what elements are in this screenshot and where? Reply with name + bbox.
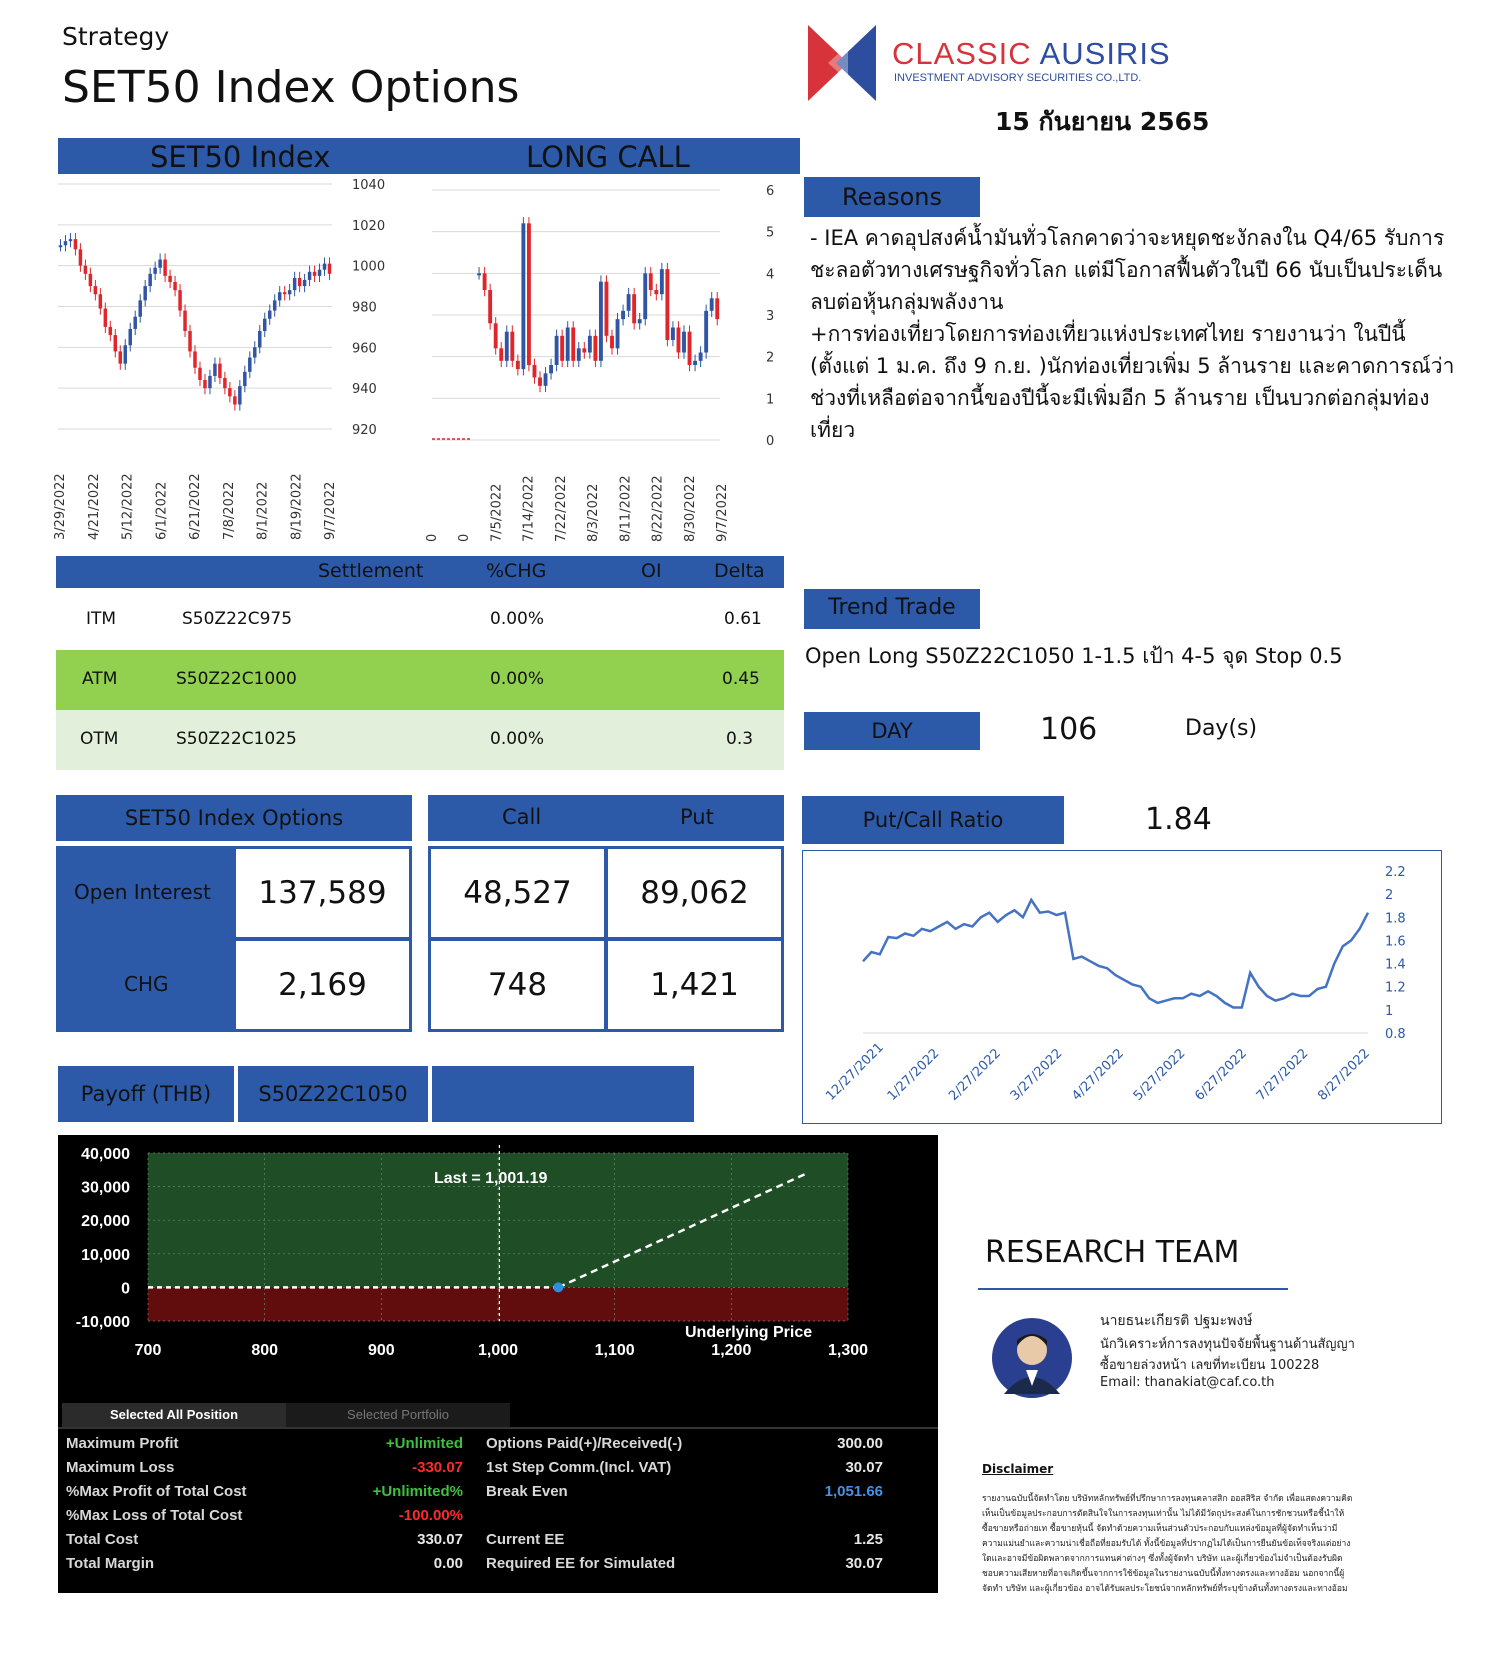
candle-body — [560, 336, 564, 361]
candle-body — [499, 348, 503, 361]
candle-body — [143, 286, 146, 300]
y-tick-label: 1 — [1385, 1003, 1394, 1019]
candle-body — [660, 269, 664, 294]
analyst-email: Email: thanakiat@caf.co.th — [1100, 1375, 1275, 1390]
chg-label: CHG — [124, 972, 169, 996]
candle-body — [253, 347, 256, 357]
analyst-role: นักวิเคราะห์การลงทุนปัจจัยพื้นฐานด้านสัญญา — [1100, 1337, 1355, 1352]
candle-body — [313, 272, 316, 276]
candle-body — [710, 298, 714, 311]
candle-body — [527, 223, 531, 365]
candle-body — [665, 269, 669, 340]
candle-body — [555, 336, 559, 365]
stat-value: 0.00 — [433, 1555, 463, 1572]
candle-body — [84, 266, 87, 274]
candle-body — [533, 365, 537, 378]
candle-body — [605, 282, 609, 336]
payoff-label: Payoff (THB) — [58, 1066, 234, 1122]
x-tick-label: 1,100 — [594, 1342, 635, 1359]
candle-body — [124, 345, 127, 363]
candle-body — [74, 239, 77, 249]
x-tick-label: 1,200 — [711, 1342, 752, 1359]
x-tick-label: 12/27/2021 — [823, 1040, 887, 1104]
trend-trade-label: Trend Trade — [804, 589, 980, 629]
stat-label: %Max Profit of Total Cost — [66, 1483, 247, 1500]
put-call-ratio-value: 1.84 — [1145, 802, 1212, 837]
candle-body — [173, 282, 176, 290]
tab-set50-index: SET50 Index — [150, 140, 331, 174]
long-call-chart — [420, 180, 800, 548]
stat-value: 330.07 — [417, 1531, 463, 1548]
candle-body — [610, 336, 614, 349]
y-tick-label: 960 — [352, 341, 377, 357]
page-title: SET50 Index Options — [62, 62, 520, 113]
candle-body — [64, 241, 67, 245]
report-date: 15 กันยายน 2565 — [995, 107, 1210, 136]
reason-tourism: +การท่องเที่ยวโดยการท่องเที่ยวแห่งประเทศไทย รายงานว่า ในปีนี้ (ตั้งแต่ 1 ม.ค. ถึง 9 ก.ย. )นักท่องเที่ยวเพิ่ม 5 ล้านราย และคาดการณ์ว่าช่วงที่เหลือต่อจากนี้ของปีนี้จะมีเพิ่มอีก 5 ล้านราย เป็นบวกต่อกลุ่มท่องเที่ยว — [810, 322, 1455, 442]
stat-value: +Unlimited — [385, 1435, 463, 1452]
candle-body — [715, 298, 719, 319]
payoff-series: S50Z22C1050 — [238, 1066, 428, 1122]
y-tick-label: 1020 — [352, 218, 386, 234]
candle-body — [483, 273, 487, 290]
x-tick-label: 8/22/2022 — [650, 475, 666, 542]
candle-body — [599, 282, 603, 361]
candle-body — [89, 274, 92, 286]
oi-total-box — [56, 846, 412, 1032]
x-tick-label: 7/8/2022 — [221, 481, 237, 540]
stat-value: -100.00% — [398, 1507, 463, 1524]
stat-label: Total Cost — [66, 1531, 139, 1548]
stat-label: %Max Loss of Total Cost — [66, 1507, 243, 1524]
tab-selected-portfolio[interactable]: Selected Portfolio — [286, 1403, 510, 1427]
row-type: ITM — [86, 609, 117, 629]
candle-body — [588, 336, 592, 353]
candle-body — [94, 286, 97, 294]
candle-body — [114, 335, 117, 351]
y-tick-label: 1.8 — [1385, 911, 1406, 927]
x-tick-label: 3/29/2022 — [53, 473, 68, 540]
x-tick-label: 1,000 — [477, 1342, 519, 1359]
x-tick-label: 1,300 — [827, 1342, 869, 1359]
row-delta: 0.45 — [722, 669, 760, 689]
candle-body — [238, 386, 241, 404]
candle-body — [258, 331, 261, 347]
stat-value: -330.07 — [412, 1459, 463, 1476]
candle-body — [505, 332, 509, 361]
y-tick-label: 40,000 — [81, 1146, 130, 1163]
company-subtitle: INVESTMENT ADVISORY SECURITIES CO.,LTD. — [894, 72, 1142, 84]
company-logo — [808, 25, 888, 103]
x-tick-label: 6/21/2022 — [188, 473, 203, 540]
x-tick-label: 6/27/2022 — [1192, 1046, 1250, 1104]
candle-body — [688, 332, 692, 365]
options-table-header — [56, 556, 784, 588]
candle-body — [704, 311, 708, 353]
candle-body — [582, 348, 586, 352]
stat-label: Maximum Loss — [66, 1459, 175, 1476]
strategy-label: Strategy — [62, 22, 170, 51]
candle-body — [268, 311, 271, 319]
candle-body — [248, 358, 251, 372]
oi-total-value: 137,589 — [236, 849, 409, 937]
candle-body — [69, 239, 72, 241]
row-delta: 0.61 — [724, 609, 762, 629]
y-tick-label: 980 — [352, 300, 377, 316]
reason-energy: - IEA คาดอุปสงค์น้ำมันทั่วโลกคาดว่าจะหยุดชะงักลงใน Q4/65 รับการชะลอตัวทางเศรษฐกิจทั่วโลก แต่มีโอกาสฟื้นตัวในปี 66 นับเป็นประเด็นลบต่อหุ้นกลุ่มพลังงาน — [810, 226, 1445, 314]
y-tick-label: 1.6 — [1385, 934, 1406, 950]
day-value: 106 — [1040, 712, 1098, 747]
candle-body — [521, 223, 525, 369]
x-tick-label: 7/22/2022 — [553, 475, 569, 542]
stat-label: Options Paid(+)/Received(-) — [486, 1435, 683, 1452]
candle-body — [616, 319, 620, 348]
row-delta: 0.3 — [726, 729, 754, 749]
day-unit: Day(s) — [1185, 716, 1258, 741]
x-tick-label: 1/27/2022 — [884, 1046, 943, 1104]
analyst-license: ซื้อขายล่วงหน้า เลขที่ทะเบียน 100228 — [1100, 1358, 1320, 1373]
research-divider — [978, 1288, 1288, 1290]
candle-body — [148, 274, 151, 286]
x-tick-label: 0 — [457, 533, 473, 542]
y-tick-label: -10,000 — [75, 1314, 130, 1331]
candle-body — [699, 353, 703, 361]
y-tick-label: 1000 — [352, 259, 386, 275]
candle-body — [494, 323, 498, 348]
candle-body — [303, 280, 306, 286]
chg-call-value: 748 — [431, 941, 604, 1029]
x-tick-label: 4/21/2022 — [86, 473, 102, 540]
candle-body — [193, 351, 196, 367]
candle-body — [288, 290, 291, 294]
col-chg: %CHG — [486, 560, 547, 582]
stat-value: 1.25 — [853, 1531, 883, 1548]
x-tick-label: 7/27/2022 — [1253, 1046, 1312, 1104]
analyst-avatar — [990, 1316, 1074, 1400]
reasons-label: Reasons — [804, 177, 980, 217]
disclaimer-title: Disclaimer — [982, 1462, 1054, 1476]
analyst-name: นายธนะเกียรติ ปฐมะพงษ์ — [1100, 1313, 1253, 1329]
candle-body — [59, 245, 62, 247]
candle-body — [677, 328, 681, 353]
row-series: S50Z22C1000 — [176, 669, 297, 689]
stat-label: Current EE — [486, 1531, 565, 1548]
x-tick-label: 7/5/2022 — [489, 483, 505, 542]
stat-value: 1,051.66 — [824, 1483, 883, 1500]
candle-body — [168, 276, 171, 282]
stat-value: +Unlimited% — [372, 1483, 463, 1500]
candle-body — [318, 270, 321, 276]
x-tick-label: 8/11/2022 — [618, 475, 634, 542]
candle-body — [203, 380, 206, 388]
x-tick-label: 3/27/2022 — [1007, 1046, 1066, 1104]
y-tick-label: 2 — [1385, 888, 1394, 904]
payoff-blank — [432, 1066, 694, 1122]
y-tick-label: 1 — [766, 392, 775, 408]
oi-title: SET50 Index Options — [56, 795, 412, 841]
candle-body — [188, 331, 191, 351]
last-price-label: Last = 1,001.19 — [434, 1170, 548, 1187]
candle-body — [632, 294, 636, 323]
oi-call-value: 48,527 — [431, 849, 604, 937]
x-tick-label: 8/1/2022 — [255, 481, 271, 540]
candle-body — [278, 292, 281, 300]
chg-total-value: 2,169 — [236, 941, 409, 1029]
candle-body — [566, 328, 570, 361]
put-call-ratio-label: Put/Call Ratio — [802, 796, 1064, 844]
candle-body — [79, 249, 82, 265]
candle-body — [178, 290, 181, 310]
oi-put-value: 89,062 — [608, 849, 781, 937]
oi-call-put-box — [428, 846, 784, 1032]
candle-body — [228, 388, 231, 396]
candle-body — [128, 329, 131, 345]
candle-body — [477, 273, 481, 275]
row-chg: 0.00% — [490, 669, 545, 689]
x-tick-label: 8/30/2022 — [682, 475, 698, 542]
candle-body — [99, 294, 102, 308]
row-type: OTM — [80, 729, 119, 749]
open-interest-label: Open Interest — [74, 880, 211, 904]
stat-label: Required EE for Simulated — [486, 1555, 676, 1572]
x-tick-label: 7/14/2022 — [521, 475, 537, 542]
candle-body — [593, 336, 597, 361]
payoff-chart — [58, 1135, 938, 1403]
y-tick-label: 20,000 — [81, 1213, 130, 1231]
candle-body — [488, 290, 492, 323]
chart-tabs-bar — [58, 138, 800, 174]
y-tick-label: 4 — [766, 267, 775, 283]
candle-body — [158, 260, 161, 268]
x-tick-label: 9/7/2022 — [323, 481, 338, 540]
y-tick-label: 10,000 — [81, 1246, 130, 1264]
y-tick-label: 1.4 — [1385, 957, 1406, 973]
candle-body — [109, 327, 112, 335]
y-tick-label: 3 — [766, 309, 775, 324]
y-tick-label: 920 — [352, 423, 377, 438]
x-tick-label: 900 — [367, 1342, 395, 1359]
put-label: Put — [680, 805, 714, 829]
candle-body — [643, 273, 647, 319]
candle-body — [328, 264, 331, 274]
candle-body — [671, 328, 675, 341]
candle-body — [549, 365, 553, 373]
stat-label: Break Even — [486, 1483, 568, 1500]
candle-body — [693, 361, 697, 365]
trend-trade-text: Open Long S50Z22C1050 1-1.5 เป้า 4-5 จุด Stop 0.5 — [805, 644, 1343, 668]
payoff-panel — [58, 1135, 938, 1593]
tab-long-call: LONG CALL — [526, 140, 690, 174]
x-tick-label: 8/3/2022 — [586, 483, 602, 542]
put-call-ratio-chart — [802, 850, 1442, 1124]
candle-body — [218, 364, 221, 378]
stat-value: 30.07 — [845, 1459, 883, 1476]
tab-divider — [58, 1427, 938, 1429]
candle-body — [208, 376, 211, 388]
y-tick-label: 1.2 — [1385, 980, 1406, 996]
y-tick-label: 2 — [766, 350, 775, 366]
col-delta: Delta — [714, 560, 765, 582]
row-type: ATM — [82, 669, 118, 689]
table-row-itm — [56, 590, 784, 650]
stat-label: 1st Step Comm.(Incl. VAT) — [486, 1459, 672, 1476]
x-tick-label: 6/1/2022 — [154, 481, 170, 540]
candle-body — [263, 319, 266, 331]
candle-body — [153, 268, 156, 274]
reasons-text — [810, 222, 1460, 446]
pcr-series-line — [863, 900, 1368, 1008]
x-axis-label: Underlying Price — [685, 1324, 813, 1341]
x-tick-label: 5/27/2022 — [1130, 1046, 1189, 1104]
candle-body — [621, 311, 625, 319]
candle-body — [577, 348, 581, 361]
table-row-otm — [56, 710, 784, 770]
x-tick-label: 2/27/2022 — [946, 1046, 1004, 1104]
x-tick-label: 8/27/2022 — [1315, 1046, 1373, 1104]
candle-body — [308, 272, 311, 280]
y-tick-label: 6 — [766, 184, 775, 199]
set50-index-chart — [53, 178, 428, 548]
candle-body — [273, 300, 276, 310]
table-row-atm — [56, 650, 784, 710]
candle-body — [323, 264, 326, 270]
candle-body — [544, 373, 548, 386]
disclaimer-text: รายงานฉบับนี้จัดทำโดย บริษัทหลักทรัพย์ที่ปรึกษาการลงทุนคลาสสิก ออสสิริส จำกัด เพื่อแสดงความคิดเห็นเป็นข้อมูลประกอบการตัดสินใจในการลงทุนเท่านั้น ไม่ได้มีวัตถุประสงค์ในการชักชวนหรือชี้นำให้ซื้อขายหรือถ่ายเท ซื้อขายหุ้นนี้ จัดทำด้วยความเห็นส่วนตัวประกอบกับแหล่งข้อมูลที่ผู้จัดทำเห็นว่ามีความแม่นยำและความน่าเชื่อถือที่ยอมรับได้ ทั้งนี้ข้อมูลที่ปรากฏไม่ได้เป็นการยืนยันข้อเท็จจริงแต่อย่างใดและอาจมีข้อผิดพลาดจากการแทนค่าต่างๆ ซึ่งทั้งผู้จัดทำ บริษัท และผู้เกี่ยวข้องไม่จำเป็นต้องรับผิดชอบความเสียหายที่อาจเกิดขึ้นจากการใช้ข้อมูลในรายงานฉบับนี้ทั้งทางตรงและทางอ้อม นอกจากนี้ผู้จัดทำ บริษัท และผู้เกี่ยวข้อง อาจได้รับผลประโยชน์จากหลักทรัพย์ที่ระบุข้างต้นทั้งทางตรงและทางอ้อม — [982, 1494, 1353, 1594]
oi-call-put-header — [428, 795, 784, 841]
y-tick-label: 30,000 — [81, 1179, 130, 1197]
candle-body — [138, 300, 141, 316]
x-tick-label: 0 — [425, 533, 440, 542]
candle-body — [163, 260, 166, 276]
candle-body — [538, 378, 542, 386]
candle-body — [233, 396, 236, 404]
tab-selected-all-position[interactable]: Selected All Position — [62, 1403, 286, 1427]
y-tick-label: 0.8 — [1385, 1027, 1406, 1042]
breakeven-point — [553, 1282, 563, 1292]
col-oi: OI — [641, 560, 662, 582]
y-tick-label: 0 — [121, 1280, 130, 1298]
research-team-title: RESEARCH TEAM — [985, 1235, 1240, 1270]
col-settlement: Settlement — [318, 560, 424, 582]
candle-body — [293, 278, 296, 290]
candle-body — [223, 378, 226, 388]
stat-value: 300.00 — [837, 1435, 883, 1452]
chg-put-value: 1,421 — [608, 941, 781, 1029]
candle-body — [298, 278, 301, 286]
candle-body — [183, 311, 186, 331]
candle-body — [283, 292, 286, 294]
y-tick-label: 1040 — [352, 178, 386, 193]
x-tick-label: 5/12/2022 — [120, 473, 136, 540]
company-name: CLASSIC AUSIRIS — [892, 36, 1171, 71]
candle-body — [510, 332, 514, 361]
candle-body — [682, 332, 686, 353]
x-tick-label: 800 — [251, 1342, 279, 1359]
candle-body — [213, 364, 216, 376]
candle-body — [638, 319, 642, 323]
row-chg: 0.00% — [490, 609, 545, 629]
row-series: S50Z22C1025 — [176, 729, 297, 749]
candle-body — [104, 309, 107, 327]
candle-body — [649, 273, 653, 290]
y-tick-label: 2.2 — [1385, 865, 1406, 880]
candle-body — [571, 328, 575, 361]
y-tick-label: 5 — [766, 225, 775, 241]
candle-body — [133, 317, 136, 329]
stat-label: Total Margin — [66, 1555, 155, 1572]
x-tick-label: 700 — [134, 1342, 162, 1359]
row-series: S50Z22C975 — [182, 609, 293, 629]
candle-body — [119, 351, 122, 363]
candle-body — [198, 368, 201, 380]
candle-body — [627, 294, 631, 311]
row-chg: 0.00% — [490, 729, 545, 749]
x-tick-label: 9/7/2022 — [715, 483, 730, 542]
candle-body — [516, 361, 520, 369]
candle-body — [243, 372, 246, 386]
candle-body — [654, 290, 658, 294]
y-tick-label: 940 — [352, 382, 377, 398]
stat-label: Maximum Profit — [66, 1435, 179, 1452]
x-tick-label: 4/27/2022 — [1069, 1046, 1127, 1104]
y-tick-label: 0 — [766, 434, 775, 449]
stat-value: 30.07 — [845, 1555, 883, 1572]
x-tick-label: 8/19/2022 — [289, 473, 305, 540]
call-label: Call — [502, 805, 542, 829]
day-label: DAY — [804, 712, 980, 750]
